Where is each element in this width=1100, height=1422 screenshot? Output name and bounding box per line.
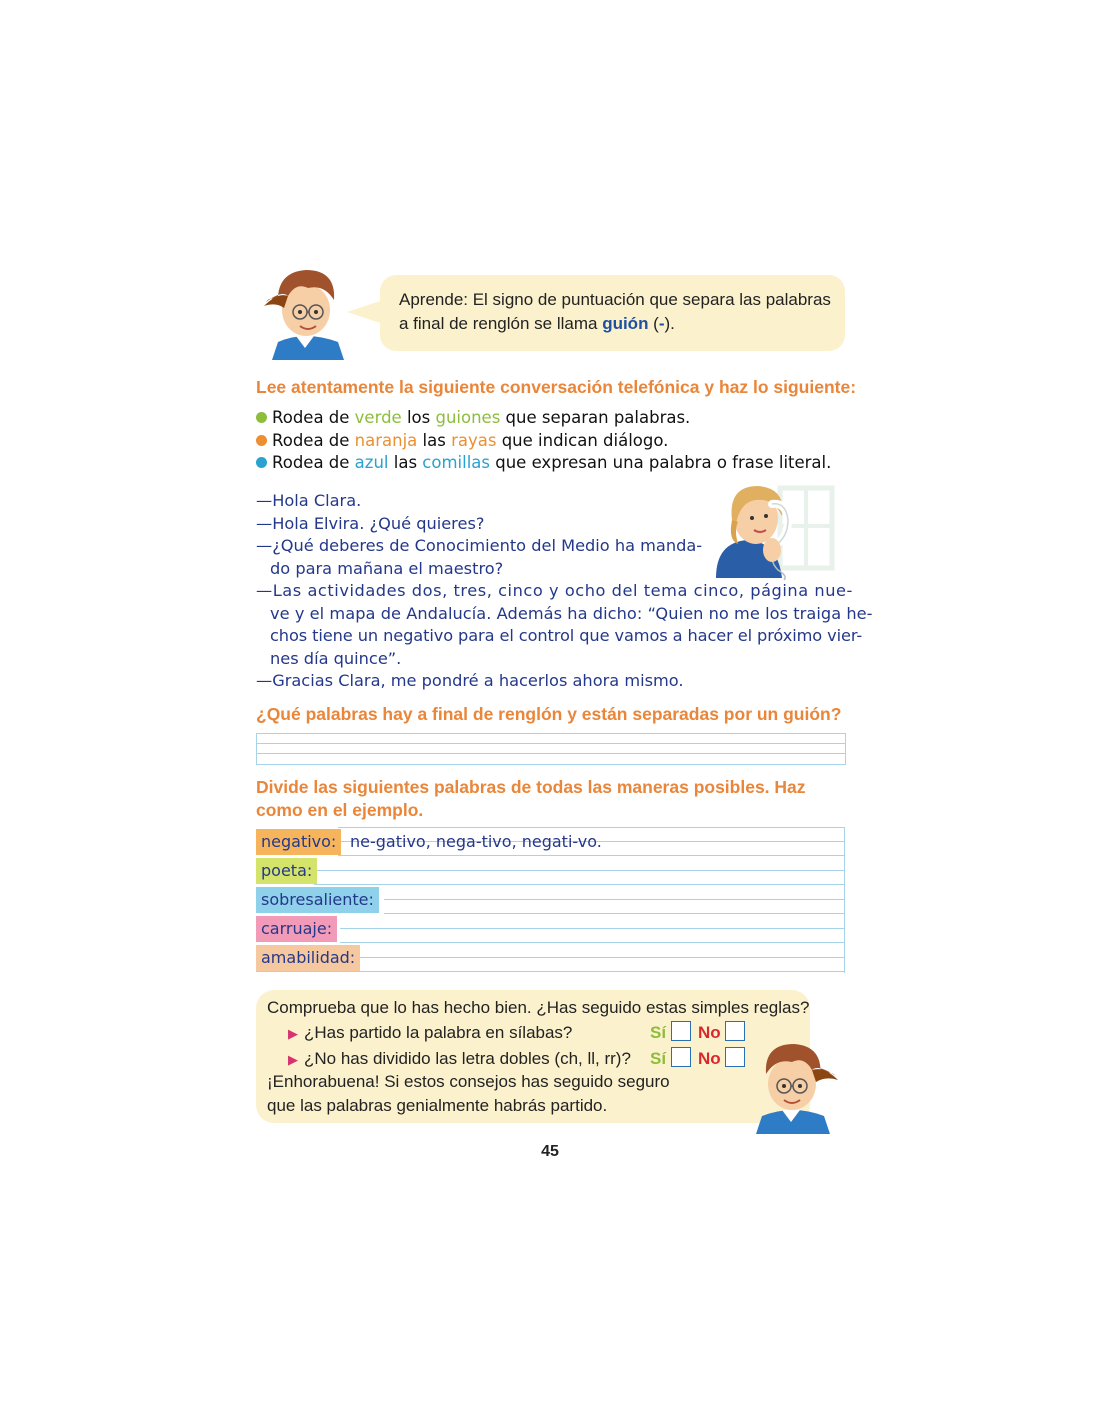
dialog-line: —Gracias Clara, me pondré a hacerlos ahora mismo. (256, 671, 684, 690)
word-row-negativo[interactable] (256, 827, 845, 856)
word-row-sobresaliente[interactable] (256, 885, 845, 914)
dialog-line: ve y el mapa de Andalucía. Además ha dicho: “Quien no me los traiga he- (270, 603, 873, 623)
check-outro-1: ¡Enhorabuena! Si estos consejos has seguido seguro (267, 1072, 670, 1091)
dialog-line: chos tiene un negativo para el control que vamos a hacer el próximo vier- (270, 626, 863, 645)
yes-checkbox[interactable] (671, 1021, 691, 1041)
boy-illustration (748, 1036, 843, 1136)
yes-checkbox[interactable] (671, 1047, 691, 1067)
answer-options-2: Sí No (650, 1047, 745, 1072)
blue-dot-icon (256, 457, 267, 468)
word-label: sobresaliente: (256, 887, 379, 913)
word-label: poeta: (256, 858, 317, 884)
orange-dot-icon (256, 435, 267, 446)
dialog-line: do para mañana el maestro? (270, 558, 504, 578)
speech-bubble-tail (347, 300, 383, 324)
check-outro-2: que las palabras genialmente habrás partido. (267, 1096, 608, 1115)
boy-illustration (258, 262, 353, 362)
word-row-carruaje[interactable] (256, 914, 845, 943)
activity1-heading: Lee atentamente la siguiente conversación telefónica y haz lo siguiente: (256, 377, 857, 397)
word-label: carruaje: (256, 916, 337, 942)
check-intro: Comprueba que lo has hecho bien. ¿Has seguido estas simples reglas? (267, 998, 810, 1017)
dialog-line: —¿Qué deberes de Conocimiento del Medio ha manda- (256, 536, 703, 555)
instruction-bullets (256, 407, 831, 475)
dialog-line: —Hola Elvira. ¿Qué quieres? (256, 513, 485, 533)
learn-text: Aprende: El signo de puntuación que separa las palabras a final de renglón se llama guión (-). (399, 290, 831, 333)
bullet-item: Rodea de verde los guiones que separan palabras. (256, 407, 831, 430)
answer-lines[interactable] (256, 733, 846, 765)
arrow-right-icon: ▶ (288, 1052, 298, 1067)
check-question-1: ▶ ¿Has partido la palabra en sílabas? (288, 1023, 573, 1042)
phone-dialog (256, 490, 873, 693)
dialog-line: nes día quince”. (270, 648, 402, 668)
word-division-area (256, 827, 845, 973)
word-label: negativo: (256, 829, 341, 855)
bullet-item: Rodea de azul las comillas que expresan una palabra o frase literal. (256, 452, 831, 475)
page-number: 45 (541, 1143, 559, 1160)
check-question-2: ▶ ¿No has dividido las letra dobles (ch, ll, rr)? (288, 1049, 631, 1068)
no-checkbox[interactable] (725, 1021, 745, 1041)
word-row-amabilidad[interactable] (256, 943, 845, 972)
term-guion: guión (602, 314, 649, 333)
word-label: amabilidad: (256, 945, 360, 971)
answer-options-1: Sí No (650, 1021, 745, 1046)
dialog-line: —Las actividades dos, tres, cinco y ocho del tema cinco, página nue- (256, 581, 853, 600)
green-dot-icon (256, 412, 267, 423)
activity2-heading: ¿Qué palabras hay a final de renglón y están separadas por un guión? (256, 704, 842, 724)
no-checkbox[interactable] (725, 1047, 745, 1067)
bullet-item: Rodea de naranja las rayas que indican diálogo. (256, 430, 831, 453)
example-answer: ne-gativo, nega-tivo, negati-vo. (350, 832, 602, 851)
arrow-right-icon: ▶ (288, 1026, 298, 1041)
word-row-poeta[interactable] (256, 856, 845, 885)
activity3-heading: Divide las siguientes palabras de todas las maneras posibles. Haz como en el ejemplo. (256, 777, 806, 820)
dialog-line: —Hola Clara. (256, 491, 362, 510)
